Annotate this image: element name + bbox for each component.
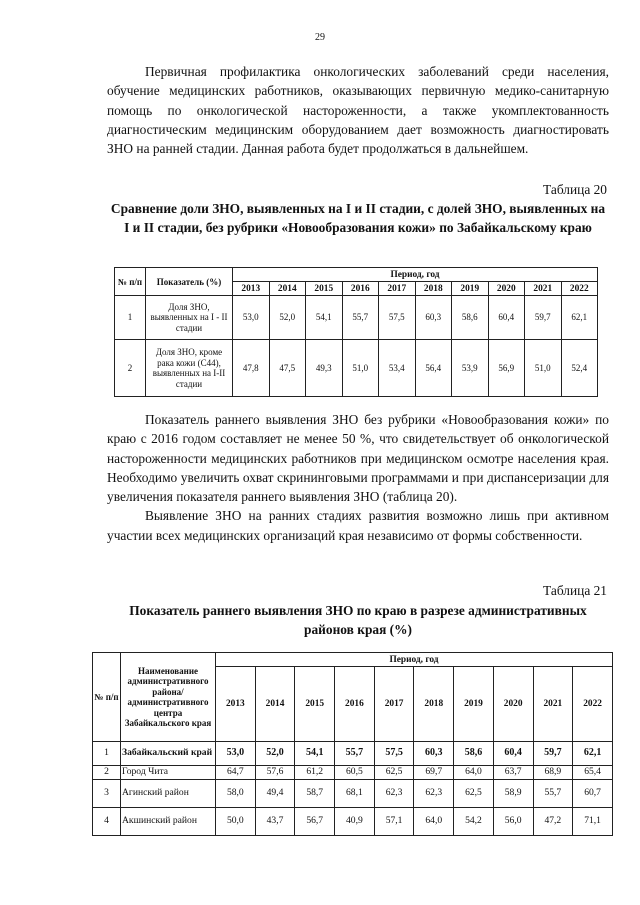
table-21-cell: 55,7 xyxy=(533,780,573,808)
table-20-header-indicator: Показатель (%) xyxy=(146,268,233,296)
table-20-cell: 53,4 xyxy=(379,340,416,397)
table-21-cell: 61,2 xyxy=(295,766,335,780)
table-21-cell: 58,7 xyxy=(295,780,335,808)
table-21-year-header: 2022 xyxy=(573,667,613,742)
table-21-row-num: 4 xyxy=(93,808,121,836)
table-21-cell: 57,6 xyxy=(255,766,295,780)
table-21-cell: 50,0 xyxy=(216,808,256,836)
table-21-cell: 60,7 xyxy=(573,780,613,808)
table-21-year-header: 2015 xyxy=(295,667,335,742)
table-21-body xyxy=(93,742,613,836)
table-20-year-header: 2022 xyxy=(561,282,598,296)
table-20-cell: 55,7 xyxy=(342,296,379,340)
table-20-cell: 47,5 xyxy=(269,340,306,397)
page-number: 29 xyxy=(315,32,325,43)
table-21-year-header: 2013 xyxy=(216,667,256,742)
table-21-cell: 58,0 xyxy=(216,780,256,808)
table-21-cell: 62,1 xyxy=(573,742,613,766)
table-20-cell: 52,4 xyxy=(561,340,598,397)
table-21-cell: 65,4 xyxy=(573,766,613,780)
paragraph-prevention: Первичная профилактика онкологических заболеваний среди населения, обучение медицинских работников, оказывающих первичную медико-санитарную помощь по онкологической настороженности, а также укомплектованность диагностическим медицинским оборудованием дает возможность диагностировать ЗНО на ранней стадии. Данная работа будет продолжаться в дальнейшем. xyxy=(107,64,609,157)
table-21-cell: 62,3 xyxy=(374,780,414,808)
table-20-cell: 62,1 xyxy=(561,296,598,340)
table-21-cell: 68,1 xyxy=(335,780,375,808)
table-20-label: Таблица 20 xyxy=(543,182,607,197)
table-21-year-header: 2016 xyxy=(335,667,375,742)
table-20-cell: 52,0 xyxy=(269,296,306,340)
table-21-cell: 49,4 xyxy=(255,780,295,808)
table-20-body xyxy=(115,296,598,397)
table-20-header-num: № п/п xyxy=(115,268,146,296)
table-20-year-header: 2016 xyxy=(342,282,379,296)
table-21-header-name: Наименование административного района/ административного центра Забайкальского края xyxy=(121,653,216,742)
table-20-row xyxy=(115,296,598,340)
paragraph-indicator: Показатель раннего выявления ЗНО без рубрики «Новообразования кожи» по краю с 2016 годом составляет не менее 50 %, что свидетельствует об онкологической настороженности медицинских работников при медицинском осмотре населения края. Необходимо увеличить охват скрининговыми программами и при диспансеризации для увеличения показателя раннего выявления ЗНО (таблица 20). xyxy=(107,412,609,505)
table-21-cell: 59,7 xyxy=(533,742,573,766)
table-21-cell: 68,9 xyxy=(533,766,573,780)
table-21-year-header: 2019 xyxy=(454,667,494,742)
table-20-year-header: 2019 xyxy=(452,282,489,296)
table-21-cell: 55,7 xyxy=(335,742,375,766)
table-20-year-header: 2013 xyxy=(233,282,270,296)
table-21-year-header: 2017 xyxy=(374,667,414,742)
table-21-cell: 69,7 xyxy=(414,766,454,780)
table-21-year-header: 2020 xyxy=(493,667,533,742)
table-20-cell: 56,4 xyxy=(415,340,452,397)
table-21-row-district: Акшинский район xyxy=(121,808,216,836)
table-21-title: Показатель раннего выявления ЗНО по краю в разрезе административных районов края (%) xyxy=(129,603,587,637)
table-21-cell: 62,3 xyxy=(414,780,454,808)
table-21-cell: 52,0 xyxy=(255,742,295,766)
table-21-total-row xyxy=(93,742,613,766)
table-21-cell: 58,9 xyxy=(493,780,533,808)
intro-text-block xyxy=(107,62,609,158)
table-21-cell: 57,5 xyxy=(374,742,414,766)
table-21-cell: 62,5 xyxy=(454,780,494,808)
table-20-cell: 49,3 xyxy=(306,340,343,397)
table-20-cell: 56,9 xyxy=(488,340,525,397)
table-20-row-num: 2 xyxy=(115,340,146,397)
table-21-cell: 60,4 xyxy=(493,742,533,766)
table-21-row-num: 3 xyxy=(93,780,121,808)
table-20-row xyxy=(115,340,598,397)
table-20-cell: 47,8 xyxy=(233,340,270,397)
table-21-cell: 60,5 xyxy=(335,766,375,780)
table-21-row xyxy=(93,766,613,780)
table-21-year-header: 2021 xyxy=(533,667,573,742)
middle-text-block xyxy=(107,410,609,545)
table-21-cell: 57,1 xyxy=(374,808,414,836)
table-20-year-header: 2014 xyxy=(269,282,306,296)
table-20-cell: 51,0 xyxy=(525,340,562,397)
table-20-cell: 58,6 xyxy=(452,296,489,340)
table-20-cell: 54,1 xyxy=(306,296,343,340)
table-21-row xyxy=(93,808,613,836)
table-20-row-indicator: Доля ЗНО, выявленных на I - II стадии xyxy=(146,296,233,340)
table-21-row-num: 2 xyxy=(93,766,121,780)
table-20-year-header: 2015 xyxy=(306,282,343,296)
table-20-cell: 59,7 xyxy=(525,296,562,340)
table-21-row-district: Агинский район xyxy=(121,780,216,808)
table-21-cell: 64,7 xyxy=(216,766,256,780)
table-20-cell: 53,0 xyxy=(233,296,270,340)
table-21-cell: 58,6 xyxy=(454,742,494,766)
table-20-cell: 60,3 xyxy=(415,296,452,340)
table-21-label: Таблица 21 xyxy=(543,583,607,598)
table-20-cell: 51,0 xyxy=(342,340,379,397)
table-20-year-header: 2017 xyxy=(379,282,416,296)
table-20-title: Сравнение доли ЗНО, выявленных на I и II стадии, с долей ЗНО, выявленных на I и II стадии, без рубрики «Новообразования кожи» по Забайкальскому краю xyxy=(110,201,606,235)
table-21-cell: 64,0 xyxy=(414,808,454,836)
table-21-cell: 43,7 xyxy=(255,808,295,836)
table-21-cell: 54,1 xyxy=(295,742,335,766)
table-20-cell: 57,5 xyxy=(379,296,416,340)
table-20-header-period: Период, год xyxy=(233,268,598,282)
table-21-cell: 62,5 xyxy=(374,766,414,780)
table-21 xyxy=(92,652,613,836)
table-21-cell: 56,0 xyxy=(493,808,533,836)
table-21-row-district: Город Чита xyxy=(121,766,216,780)
table-21-header-num: № п/п xyxy=(93,653,121,742)
table-21-year-header: 2018 xyxy=(414,667,454,742)
table-21-cell: 40,9 xyxy=(335,808,375,836)
table-21-cell: 60,3 xyxy=(414,742,454,766)
table-20-year-header: 2021 xyxy=(525,282,562,296)
table-20-row-indicator: Доля ЗНО, кроме рака кожи (С44), выявленных на I-II стадии xyxy=(146,340,233,397)
table-21-cell: 71,1 xyxy=(573,808,613,836)
table-21-cell: 63,7 xyxy=(493,766,533,780)
table-21-year-header: 2014 xyxy=(255,667,295,742)
table-21-row xyxy=(93,780,613,808)
table-20-year-header: 2020 xyxy=(488,282,525,296)
table-21-cell: 47,2 xyxy=(533,808,573,836)
paragraph-detection: Выявление ЗНО на ранних стадиях развития возможно лишь при активном участии всех медицинских организаций края независимо от формы собственности. xyxy=(107,508,609,543)
table-21-cell: 54,2 xyxy=(454,808,494,836)
table-21-row-num: 1 xyxy=(93,742,121,766)
table-21-row-district: Забайкальский край xyxy=(121,742,216,766)
table-20 xyxy=(114,267,598,397)
table-21-cell: 56,7 xyxy=(295,808,335,836)
table-21-cell: 64,0 xyxy=(454,766,494,780)
table-21-header-period: Период, год xyxy=(216,653,613,667)
table-20-year-header: 2018 xyxy=(415,282,452,296)
table-21-cell: 53,0 xyxy=(216,742,256,766)
table-20-cell: 60,4 xyxy=(488,296,525,340)
table-20-cell: 53,9 xyxy=(452,340,489,397)
table-20-row-num: 1 xyxy=(115,296,146,340)
